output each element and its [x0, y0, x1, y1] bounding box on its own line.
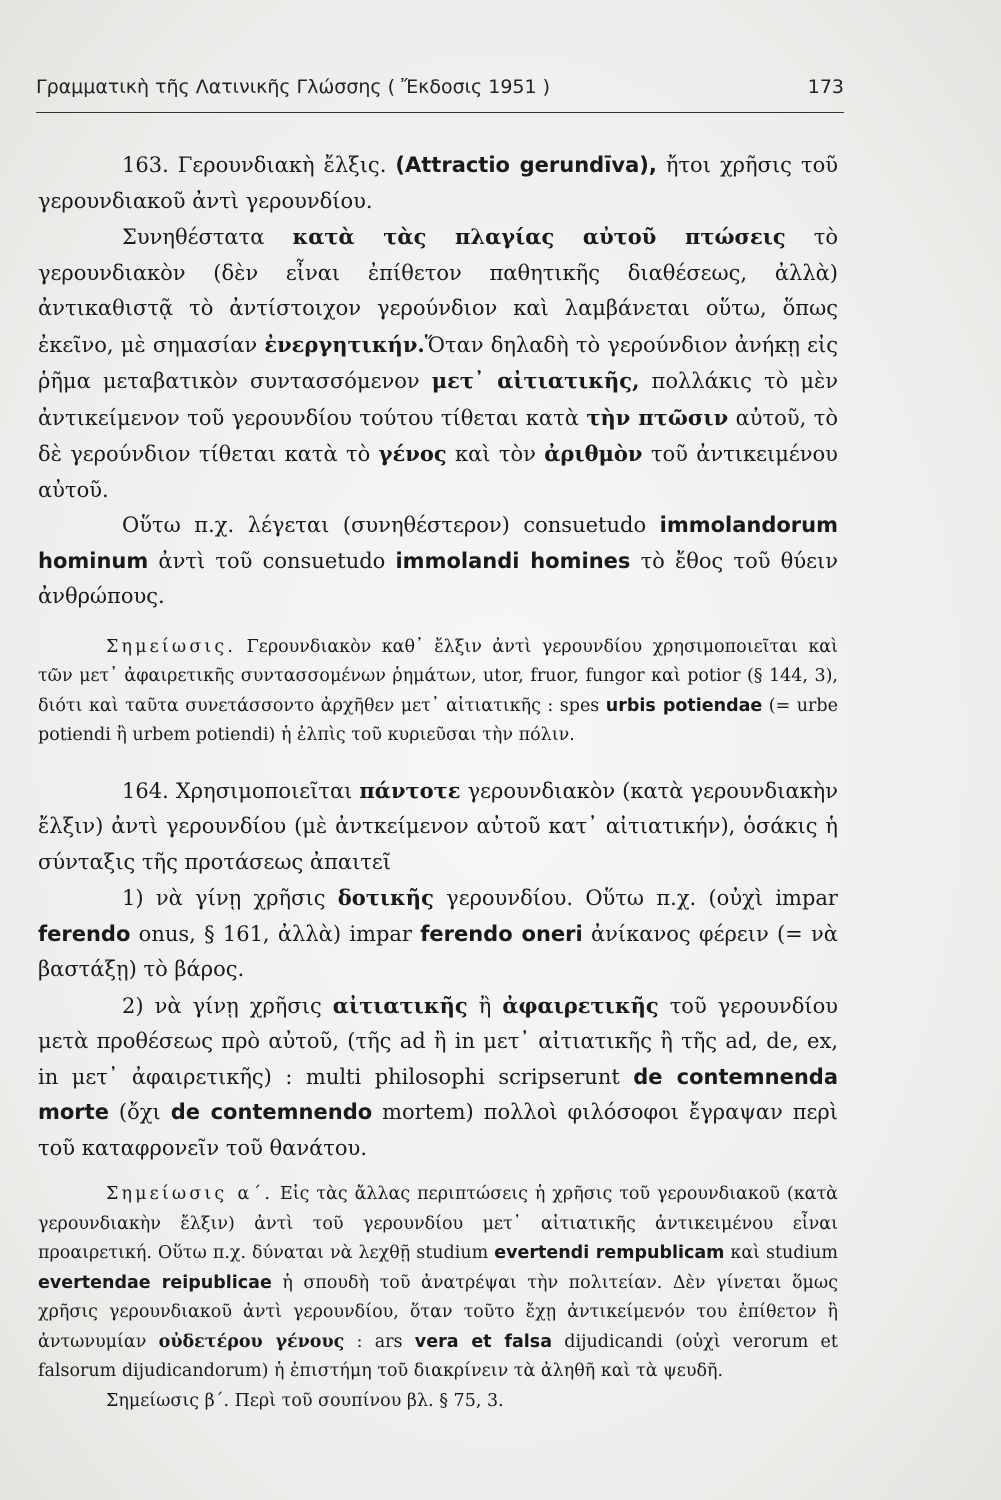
text: τοῦ ἀντικειμένου αὐτοῦ.: [38, 442, 838, 502]
spacer: [38, 1166, 838, 1180]
latin-emphasis: immolandi homines: [395, 548, 631, 573]
emphasis: ἐνεργητικήν.: [264, 331, 425, 357]
text: τοῦ γερουνδίου μετὰ προθέσεως πρὸ αὐτοῦ, (τῆς ad ἢ in μετ᾽ αἰτιατικῆς ἢ τῆς ad, de, ex, in μετ᾽ ἀφαιρετικῆς) : multi philosophi scripserunt: [38, 993, 838, 1089]
section-163-paragraph-2: [38, 219, 838, 508]
latin-emphasis: de contemnenda morte: [38, 1064, 838, 1124]
spacer: [38, 615, 838, 633]
emphasis: οὐδετέρου γένους: [158, 1331, 345, 1352]
header-rule: [36, 112, 844, 113]
section-164-paragraph-1: [38, 773, 838, 881]
text: (ὄχι: [118, 1100, 161, 1124]
text: 2) νὰ γίνῃ χρῆσις: [122, 993, 322, 1018]
text: τὸ ἔθος τοῦ θύειν ἀνθρώπους.: [38, 548, 838, 608]
emphasis: κατὰ τὰς πλαγίας αὐτοῦ πτώσεις: [292, 224, 786, 249]
text: Ὅταν δηλαδὴ τὸ γερούνδιον ἀνήκῃ εἰς ῥῆμα μεταβατικὸν συντασσόμενον: [38, 332, 838, 393]
section-164-item-2: [38, 988, 838, 1167]
section-164-note-b: [38, 1387, 838, 1417]
text: αὐτοῦ, τὸ δὲ γερούνδιον τίθεται κατὰ τὸ: [38, 405, 838, 466]
section-number: 164.: [122, 778, 169, 803]
text: ἀνίκανος φέρειν (= νὰ βαστάξῃ) τὸ βάρος.: [38, 921, 838, 981]
text: : ars: [356, 1331, 403, 1352]
text: καὶ τὸν: [454, 442, 536, 466]
emphasis: ἀριθμὸν: [544, 441, 643, 466]
emphasis: τὴν πτῶσιν: [586, 404, 729, 430]
text: Σημείωσις β΄. Περὶ τοῦ σουπίνου βλ. § 75, 3.: [106, 1390, 504, 1411]
section-heading: Γερουνδιακὴ ἔλξις.: [177, 153, 387, 177]
text: γερουνδίου. Οὕτω π.χ. (οὐχὶ impar: [446, 886, 838, 910]
text: ἀντὶ τοῦ consuetudo: [158, 548, 386, 573]
text: onus, § 161, ἀλλὰ) impar: [138, 921, 412, 946]
text: πολλάκις τὸ μὲν ἀντικείμενον τοῦ γερουνδίου τούτου τίθεται κατὰ: [38, 369, 838, 430]
spacer: [38, 751, 838, 773]
text: 1) νὰ γίνῃ χρῆσις: [122, 886, 326, 910]
latin-emphasis: urbis potiendae: [605, 695, 763, 716]
emphasis: αἰτιατικῆς: [332, 992, 468, 1018]
section-number: 163.: [122, 153, 169, 177]
text: καὶ studium: [730, 1243, 838, 1263]
text: τὸ γερουνδιακὸν (δὲν εἶναι ἐπίθετον παθητικῆς διαθέσεως, ἀλλὰ) ἀντικαθιστᾷ τὸ ἀντίστοιχον γερούνδιον καὶ λαμβάνεται οὕτω, ὅπως ἐκεῖνο, μὲ σημασίαν: [38, 225, 838, 357]
text: Συνηθέστατα: [122, 225, 265, 249]
text: Εἰς τὰς ἄλλας περιπτώσεις ἡ χρῆσις τοῦ γερουνδιακοῦ (κατὰ γερουνδιακὴν ἔλξιν) ἀντὶ τοῦ γερουνδίου μετ᾽ αἰτιατικῆς ἀντικειμένου εἶναι προαιρετική. Οὕτω π.χ. δύναται νὰ λεχθῇ studium: [38, 1184, 838, 1263]
emphasis: μετ᾽ αἰτιατικῆς,: [431, 368, 640, 393]
text: dijudicandi (οὐχὶ verorum et falsorum dijudicandorum) ἡ ἐπιστήμη τοῦ διακρίνειν τὰ ἀληθῆ καὶ τὰ ψευδῆ.: [38, 1331, 838, 1381]
emphasis: δοτικῆς: [337, 885, 434, 910]
latin-heading: (Attractio gerundīva),: [395, 153, 657, 177]
text: Χρησιμοποιεῖται: [175, 778, 353, 803]
page-number: 173: [807, 76, 844, 98]
section-163-note: [38, 633, 838, 751]
section-164-item-1: [38, 880, 838, 988]
latin-emphasis: evertendi rempublicam: [494, 1243, 725, 1263]
latin-emphasis: ferendo oneri: [420, 921, 583, 946]
text: (= urbe potiendi ἢ urbem potiendi) ἡ ἐλπὶς τοῦ κυριεῦσαι τὴν πόλιν.: [38, 695, 838, 745]
latin-emphasis: de contemnendo: [170, 1100, 373, 1124]
emphasis: γένος: [378, 441, 447, 466]
latin-emphasis: immolandorum hominum: [38, 513, 838, 573]
latin-emphasis: evertendae reipublicae: [38, 1272, 272, 1293]
text: γερουνδιακὸν (κατὰ γερουνδιακὴν ἔλξιν) ἀντὶ γερουνδίου (μὲ ἀντκείμενον αὐτοῦ κατ᾽ αἰτιατικήν), ὁσάκις ἡ σύνταξις τῆς προτάσεως ἀπαιτεῖ: [38, 778, 838, 874]
text: mortem) πολλοὶ φιλόσοφοι ἔγραψαν περὶ τοῦ καταφρονεῖν τοῦ θανάτου.: [38, 1100, 838, 1160]
running-header: [36, 72, 844, 102]
emphasis: ἀφαιρετικῆς: [502, 992, 659, 1018]
latin-emphasis: ferendo: [38, 921, 131, 946]
page-body: [38, 148, 838, 1416]
heading-rest: ἤτοι χρῆσις τοῦ γερουνδιακοῦ ἀντὶ γερουνδίου.: [38, 153, 838, 213]
section-163-paragraph-3: [38, 508, 838, 615]
section-163-heading-paragraph: [38, 148, 838, 219]
text: Γερουνδιακὸν καθ᾽ ἔλξιν ἀντὶ γερουνδίου χρησιμοποιεῖται καὶ τῶν μετ᾽ ἀφαιρετικῆς συντασσομένων ῥημάτων, utor, fruor, fungor καὶ potior (§ 144, 3), διότι καὶ ταῦτα συνετάσσοντο ἀρχῆθεν μετ᾽ αἰτιατικῆς : spes: [38, 636, 838, 716]
text: Οὕτω π.χ. λέγεται (συνηθέστερον) consuetudo: [122, 513, 647, 537]
text: ἡ σπουδὴ τοῦ ἀνατρέψαι τὴν πολιτείαν. Δὲν γίνεται ὅμως χρῆσις γερουνδιακοῦ ἀντὶ γερουνδίου, ὅταν τοῦτο ἔχῃ ἀντικείμενόν του ἐπίθετον ἢ ἀντωνυμίαν: [38, 1272, 838, 1352]
running-title: Γραμματικὴ τῆς Λατινικῆς Γλώσσης ( Ἔκδοσις 1951 ): [36, 76, 551, 98]
text: ἢ: [478, 993, 492, 1018]
emphasis: πάντοτε: [359, 777, 461, 803]
section-164-note-a: [38, 1180, 838, 1387]
latin-emphasis: vera et falsa: [414, 1331, 553, 1352]
note-label: Σημείωσις α΄.: [106, 1184, 274, 1204]
note-label: Σημείωσις.: [106, 636, 237, 657]
